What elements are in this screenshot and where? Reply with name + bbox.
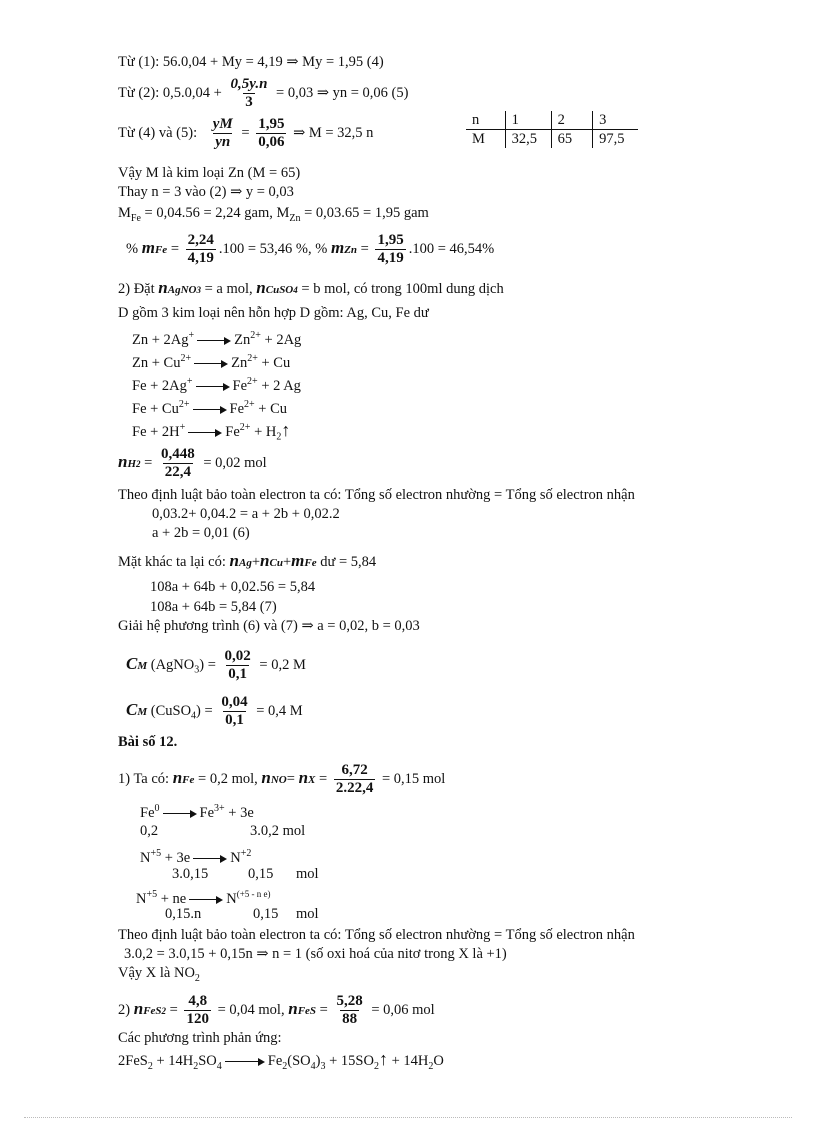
text-line-17: Theo định luật bảo toàn electron ta có: Tổng số electron nhường = Tổng số electron nhận <box>118 927 635 943</box>
cm-agno3: CM (AgNO$_3$) = $\frac{0,02}{0,1}$ = 0,2 M <box>126 648 306 682</box>
page-footer-divider <box>24 1117 792 1118</box>
reaction-2: $Zn + Cu^{2+}$ $Zn^{2+} + Cu$ <box>132 353 291 371</box>
reaction-fes2: $2FeS_2 + 14H_2SO_4$ $Fe_2(SO_4)_3$ + $15SO_2↑ + 14H_2O$ <box>118 1049 444 1072</box>
arrow-icon <box>193 406 227 414</box>
arrow-icon <box>189 896 223 904</box>
half-reaction-n2: $N^{+5} + 3e$ $N^{+2}$ <box>140 848 252 866</box>
fraction: $\frac{4,8}{120}$ <box>186 993 209 1027</box>
fraction: $\frac{1,95}{0,06}$ <box>258 116 285 150</box>
fraction: $\frac{0,04}{0,1}$ <box>221 694 248 728</box>
half-reaction-fe-mol-right: 3.0,2 mol <box>250 823 306 839</box>
half-reaction-n2-mol: 3.0,15 <box>172 866 209 882</box>
reaction-5: Fe + 2H+ $Fe^{2+}$ + $H_2↑$ <box>132 419 291 443</box>
text-line-1: Từ (1): 56.0,04 + My = 4,19 ⇒ My = 1,95 (4) <box>118 54 384 70</box>
table-cell: 2 <box>551 111 593 130</box>
table-cell: 65 <box>551 130 593 149</box>
text-line-3: Từ (4) và (5): $\frac{yM}{yn}$ = $\frac{1,95}{0,06}$ ⇒ M = 32,5 n <box>118 116 374 150</box>
reaction-1: Zn + 2Ag+ $Zn^{2+} + 2Ag$ <box>132 330 302 348</box>
arrow-icon <box>194 360 228 368</box>
arrow-icon <box>196 383 230 391</box>
text-line-b2: 2) nFeS2 = $\frac{4,8}{120}$ = 0,04 mol, nFeS = $\frac{5,28}{88}$ = 0,06 mol <box>118 993 435 1027</box>
text-line-19: Vậy X là $NO_2$ <box>118 965 200 984</box>
text-line-9: D gồm 3 kim loại nên hỗn hợp D gồm: Ag, Cu, Fe dư <box>118 305 429 321</box>
arrow-icon <box>188 429 222 437</box>
text-line-b1: 1) Ta có: nFe = 0,2 mol, nNO= nX = $\frac{6,72}{2.22,4}$ = 0,15 mol <box>118 762 446 796</box>
table-cell: M <box>472 131 485 147</box>
arrow-icon <box>197 337 231 345</box>
gas-up-arrow-icon: ↑ <box>281 419 291 440</box>
half-reaction-fe-mol: 0,2 <box>140 823 159 839</box>
section-heading: Bài số 12. <box>118 734 178 750</box>
reaction-4: $Fe + Cu^{2+}$ $Fe^{2+} + Cu$ <box>132 399 287 417</box>
text-line-h2: nH2 = $\frac{0,448}{22,4}$ = 0,02 mol <box>118 446 267 480</box>
table-cell: 97,5 <box>593 130 638 149</box>
arrow-icon <box>193 855 227 863</box>
fraction: $\frac{0,5y.n}{3}$ <box>230 76 268 110</box>
text-line-14: 108a + 64b + 0,02.56 = 5,84 <box>150 579 316 595</box>
text-line-18: 3.0,2 = 3.0,15 + 0,15n ⇒ n = 1 (số oxi hoá của nitơ trong X là +1) <box>124 946 507 962</box>
arrow-icon <box>225 1058 265 1066</box>
gas-up-arrow-icon: ↑ <box>378 1049 388 1069</box>
table-cell: n <box>466 111 505 130</box>
n-m-table <box>466 111 638 148</box>
reaction-3: Fe + 2Ag+ $Fe^{2+} + 2$ Ag <box>132 376 301 394</box>
text-line-16: Giải hệ phương trình (6) và (7) ⇒ a = 0,02, b = 0,03 <box>118 618 420 634</box>
table-cell: 1 <box>505 111 551 130</box>
cm-cuso4: CM (CuSO$_4$) = $\frac{0,04}{0,1}$ = 0,4 M <box>126 694 303 728</box>
table-cell: 3 <box>593 111 638 130</box>
text-line-6: $M_{Fe} = 0,04.56 = 2,24$ gam, $M_{Zn} = 0,03.65 = 1,95$ gam <box>118 205 429 224</box>
text-line-7: % mFe = $\frac{2,24}{4,19}$ .100 = 53,46 %, % mZn = $\frac{1,95}{4,19}$ .100 = 46,54% <box>126 232 495 266</box>
table-cell: 32,5 <box>505 130 551 149</box>
half-reaction-nx: $N^{+5}$ + ne $N^{(+5 - n e)}$ <box>136 889 271 907</box>
text-line-11: 0,03.2+ 0,04.2 = a + 2b + 0,02.2 <box>152 506 340 522</box>
fraction: $\frac{1,95}{4,19}$ <box>377 232 404 266</box>
fraction: $\frac{yM}{yn}$ <box>212 116 233 150</box>
fraction: $\frac{0,02}{0,1}$ <box>224 648 251 682</box>
half-reaction-nx-mol: 0,15.n <box>165 906 202 922</box>
text-line-4: Vậy M là kim loại Zn (M = 65) <box>118 165 301 181</box>
fraction: $\frac{0,448}{22,4}$ <box>160 446 195 480</box>
arrow-icon <box>163 810 197 818</box>
half-reaction-n2-mol-unit: mol <box>296 866 319 882</box>
text-line-20: Các phương trình phản ứng: <box>118 1030 282 1046</box>
text-line-12: a + 2b = 0,01 (6) <box>152 525 250 541</box>
text-line-10: Theo định luật bảo toàn electron ta có: Tổng số electron nhường = Tổng số electron nhận <box>118 487 635 503</box>
fraction: $\frac{2,24}{4,19}$ <box>187 232 214 266</box>
half-reaction-nx-mol-mid: 0,15 <box>253 906 279 922</box>
half-reaction-fe: Fe$^0$ $Fe^{3+} + 3e$ <box>140 803 254 821</box>
text-line-13: Mặt khác ta lại có: nAg+nCu+mFe dư = 5,84 <box>118 551 377 570</box>
half-reaction-nx-mol-unit: mol <box>296 906 319 922</box>
n-m-table-clip <box>466 108 638 152</box>
half-reaction-n2-mol-mid: 0,15 <box>248 866 274 882</box>
text-line-15: 108a + 64b = 5,84 (7) <box>150 599 277 615</box>
fraction: $\frac{5,28}{88}$ <box>336 993 363 1027</box>
text-line-2: Từ (2): 0,5.0,04 + $\frac{0,5y.n}{3}$ = 0,03 ⇒ yn = 0,06 (5) <box>118 76 409 110</box>
text-line-5: Thay n = 3 vào (2) ⇒ y = 0,03 <box>118 184 294 200</box>
text-line-8: 2) Đặt nAgNO3 = a mol, nCuSO4 = b mol, có trong 100ml dung dịch <box>118 278 504 297</box>
fraction: $\frac{6,72}{2.22,4}$ <box>335 762 374 796</box>
